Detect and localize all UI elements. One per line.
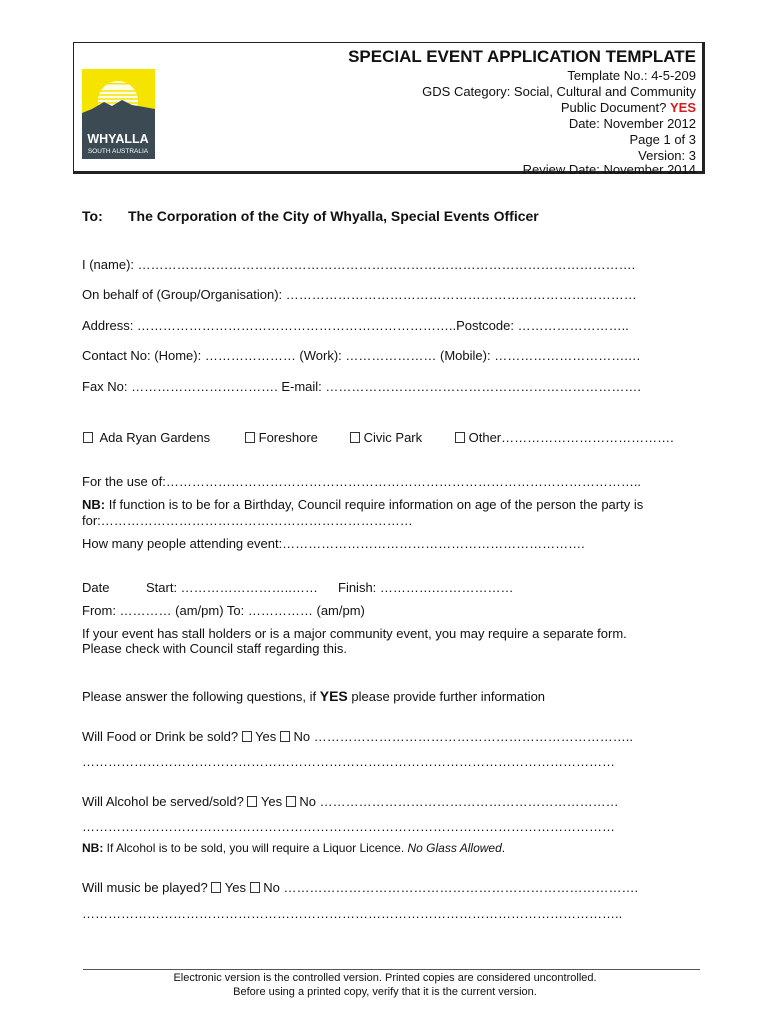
organisation-field[interactable]: On behalf of (Group/Organisation): ………………………………………………………………………	[82, 287, 637, 302]
food-dots[interactable]: ………………………………………………………………..	[313, 729, 634, 744]
food-question-label: Will Food or Drink be sold?	[82, 729, 239, 744]
music-no-label: No	[263, 880, 280, 895]
public-document-label: Public Document?	[560, 100, 667, 115]
nb-alcohol-bold: NB:	[82, 841, 104, 855]
alcohol-details-line[interactable]: ……………………………………………………………………………………………………………	[82, 819, 615, 834]
address-field[interactable]: Address: ………………………………………………………………..Postcode: ……………………..	[82, 318, 629, 333]
nb-alcohol-italic: No Glass Allowed	[407, 841, 502, 855]
public-document-value: YES	[669, 100, 696, 115]
alcohol-no-label: No	[299, 794, 316, 809]
version: Version: 3	[638, 148, 696, 163]
music-question	[82, 880, 638, 895]
food-yes-checkbox[interactable]	[242, 731, 252, 742]
nb-alcohol-end: .	[501, 841, 506, 855]
stall-note-1: If your event has stall holders or is a major community event, you may require a separate form.	[82, 626, 627, 641]
footer-divider	[83, 969, 700, 970]
questions-intro	[82, 688, 545, 704]
checkbox-civic-park[interactable]	[350, 432, 360, 443]
logo-text: WHYALLA	[87, 132, 149, 146]
alcohol-yes-checkbox[interactable]	[247, 796, 257, 807]
attending-field[interactable]: How many people attending event:…………………………………………………………….	[82, 536, 585, 551]
alcohol-no-checkbox[interactable]	[286, 796, 296, 807]
nb-birthday	[82, 497, 643, 512]
nb-alcohol	[82, 841, 505, 855]
food-details-line[interactable]: ……………………………………………………………………………………………………………	[82, 754, 615, 769]
nb-alcohol-text: If Alcohol is to be sold, you will require a Liquor Licence.	[103, 841, 408, 855]
venue-ada-ryan[interactable]	[83, 430, 210, 445]
template-number: Template No.: 4-5-209	[567, 68, 696, 83]
document-date: Date: November 2012	[568, 116, 696, 131]
nb-birthday-text: If function is to be for a Birthday, Council require information on age of the person the party is	[105, 497, 644, 512]
food-question	[82, 729, 633, 744]
checkbox-ada-ryan[interactable]	[83, 432, 93, 443]
alcohol-yes-label: Yes	[260, 794, 283, 809]
birthday-age-field[interactable]: for:………………………………………………………………	[82, 513, 413, 528]
venue-other-label: Other………………………………….	[468, 430, 674, 445]
food-no-checkbox[interactable]	[280, 731, 290, 742]
venue-other[interactable]	[455, 430, 674, 445]
checkbox-foreshore[interactable]	[245, 432, 255, 443]
music-yes-checkbox[interactable]	[211, 882, 221, 893]
fax-email-field[interactable]: Fax No: ……………………………. E-mail: ……………………………………………………………….	[82, 379, 642, 394]
venue-ada-ryan-label: Ada Ryan Gardens	[99, 430, 211, 445]
review-date: Review Date: November 2014	[522, 162, 696, 177]
music-dots[interactable]: ……………………………………………………………………….	[283, 880, 639, 895]
contact-field[interactable]: Contact No: (Home): ………………… (Work): ………………… (Mobile): ………………………….…	[82, 348, 641, 363]
for-use-field[interactable]: For the use of:………………………………………………………………………………………………..	[82, 474, 642, 489]
stall-note-2: Please check with Council staff regarding this.	[82, 641, 347, 656]
page-number: Page 1 of 3	[629, 132, 696, 147]
to-recipient: The Corporation of the City of Whyalla, Special Events Officer	[128, 208, 539, 224]
food-no-label: No	[293, 729, 311, 744]
alcohol-dots[interactable]: ……………………………………………………………	[319, 794, 619, 809]
start-field[interactable]: Start: ……………………..……	[146, 580, 318, 595]
from-to-field[interactable]: From: ………… (am/pm) To: …………… (am/pm)	[82, 603, 365, 618]
logo-subtext: SOUTH AUSTRALIA	[87, 148, 149, 155]
venue-civic-park[interactable]	[350, 430, 422, 445]
document-title: SPECIAL EVENT APPLICATION TEMPLATE	[348, 47, 696, 66]
footer-line-1: Electronic version is the controlled version. Printed copies are considered uncontrolled.	[173, 972, 597, 984]
questions-intro-yes: YES	[319, 688, 348, 704]
venue-civic-park-label: Civic Park	[363, 430, 423, 445]
music-yes-label: Yes	[224, 880, 246, 895]
finish-field[interactable]: Finish: ………….………………	[338, 580, 514, 595]
whyalla-logo	[82, 69, 155, 159]
food-yes-label: Yes	[255, 729, 277, 744]
public-document	[561, 100, 696, 115]
checkbox-other[interactable]	[455, 432, 465, 443]
gds-category: GDS Category: Social, Cultural and Community	[422, 84, 696, 99]
footer-line-2: Before using a printed copy, verify that it is the current version.	[233, 986, 537, 998]
venue-foreshore-label: Foreshore	[258, 430, 318, 445]
venue-foreshore[interactable]	[245, 430, 318, 445]
header-box	[73, 42, 705, 177]
nb-birthday-bold: NB:	[82, 497, 106, 512]
name-field[interactable]: I (name): …………………………………………………………………………………………………….	[82, 257, 636, 272]
music-question-label: Will music be played?	[82, 880, 208, 895]
music-details-line[interactable]: ……………………………………………………………………………………………………………..	[82, 906, 623, 921]
music-no-checkbox[interactable]	[250, 882, 260, 893]
questions-intro-pre: Please answer the following questions, if	[82, 689, 320, 704]
questions-intro-post: please provide further information	[347, 689, 546, 704]
alcohol-question-label: Will Alcohol be served/sold?	[82, 794, 244, 809]
to-label: To:	[82, 208, 103, 224]
date-label: Date	[82, 580, 110, 595]
alcohol-question	[82, 794, 619, 809]
